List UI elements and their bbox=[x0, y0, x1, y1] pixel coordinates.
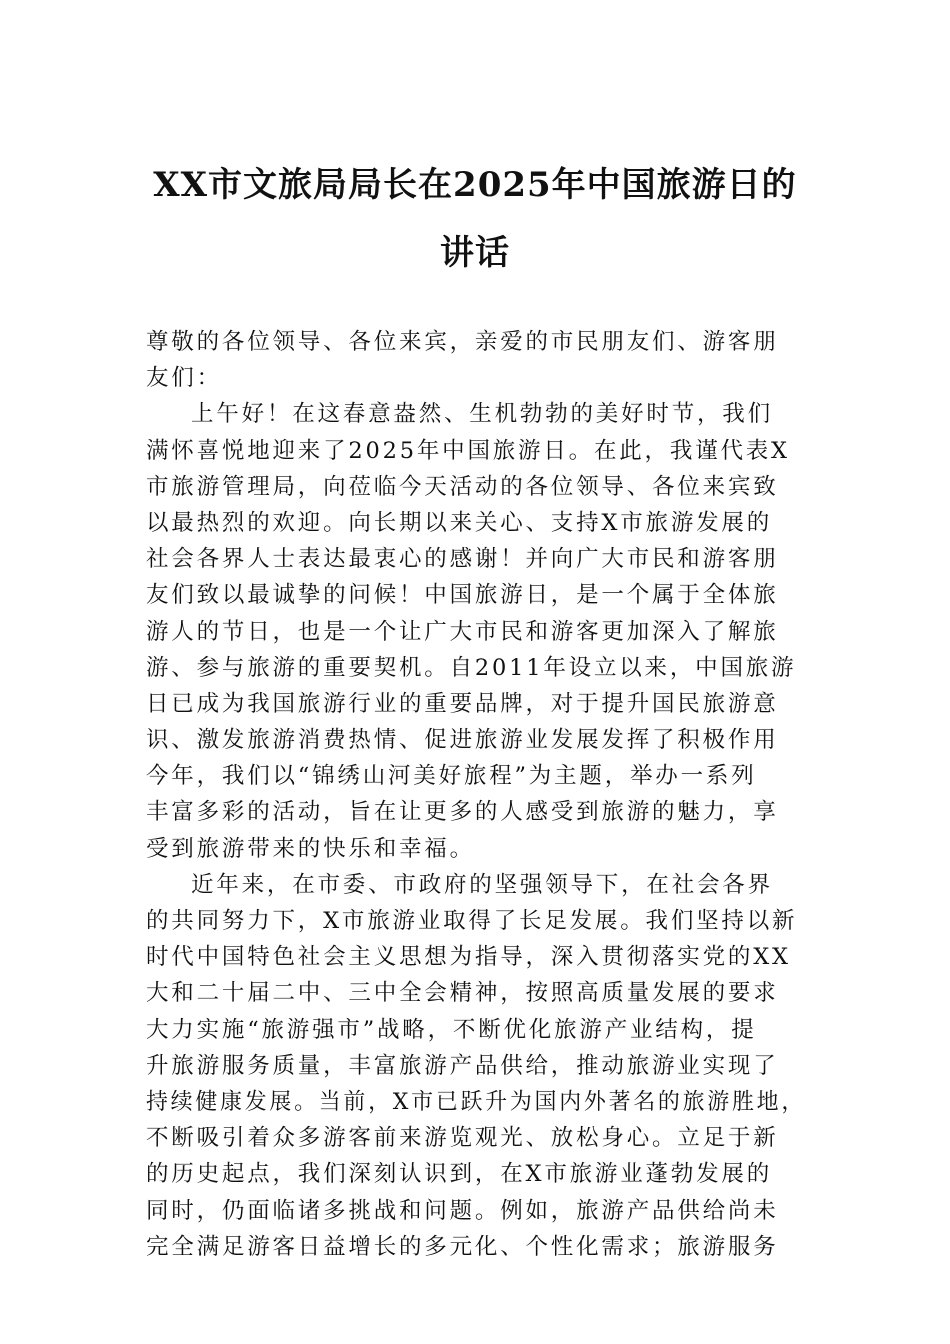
body-line: 游、参与旅游的重要契机。自2011年设立以来，中国旅游 bbox=[146, 654, 797, 681]
body-line: 大力实施“旅游强市”战略，不断优化旅游产业结构，提 bbox=[146, 1016, 757, 1043]
document-title-line-2: 讲话 bbox=[440, 233, 510, 273]
body-line: 时代中国特色社会主义思想为指导，深入贯彻落实党的XX bbox=[146, 944, 791, 971]
body-line: 尊敬的各位领导、各位来宾，亲爱的市民朋友们、游客朋 bbox=[146, 329, 779, 355]
body-line: 不断吸引着众多游客前来游览观光、放松身心。立足于新 bbox=[146, 1125, 779, 1152]
body-line: 市旅游管理局，向莅临今天活动的各位领导、各位来宾致 bbox=[146, 473, 779, 500]
body-line: 日已成为我国旅游行业的重要品牌，对于提升国民旅游意 bbox=[146, 690, 779, 717]
body-line: 友们： bbox=[146, 365, 222, 392]
body-line: 持续健康发展。当前，X市已跃升为国内外著名的旅游胜地， bbox=[146, 1088, 806, 1115]
body-line: 以最热烈的欢迎。向长期以来关心、支持X市旅游发展的 bbox=[146, 509, 773, 536]
body-line: 近年来，在市委、市政府的坚强领导下，在社会各界 bbox=[191, 871, 773, 898]
body-line: 上午好！在这春意盎然、生机勃勃的美好时节，我们 bbox=[191, 401, 773, 428]
body-line: 大和二十届二中、三中全会精神，按照高质量发展的要求 bbox=[146, 980, 779, 1007]
document-body bbox=[146, 324, 806, 1265]
body-line: 的历史起点，我们深刻认识到，在X市旅游业蓬勃发展的 bbox=[146, 1161, 773, 1188]
document-title-line-1: XX市文旅局局长在2025年中国旅游日的 bbox=[153, 165, 797, 205]
body-line: 满怀喜悦地迎来了2025年中国旅游日。在此，我谨代表X bbox=[146, 437, 790, 464]
body-line: 识、激发旅游消费热情、促进旅游业发展发挥了积极作用 bbox=[146, 727, 779, 754]
body-line: 受到旅游带来的快乐和幸福。 bbox=[146, 835, 475, 862]
body-line: 丰富多彩的活动，旨在让更多的人感受到旅游的魅力，享 bbox=[146, 799, 779, 826]
body-line: 今年，我们以“锦绣山河美好旅程”为主题，举办一系列 bbox=[146, 763, 757, 790]
body-line: 友们致以最诚挚的问候！中国旅游日，是一个属于全体旅 bbox=[146, 582, 779, 609]
body-line: 升旅游服务质量，丰富旅游产品供给，推动旅游业实现了 bbox=[146, 1052, 779, 1079]
body-line: 完全满足游客日益增长的多元化、个性化需求；旅游服务 bbox=[146, 1233, 779, 1260]
body-line: 同时，仍面临诸多挑战和问题。例如，旅游产品供给尚未 bbox=[146, 1197, 779, 1224]
body-line: 社会各界人士表达最衷心的感谢！并向广大市民和游客朋 bbox=[146, 546, 779, 573]
body-line: 的共同努力下，X市旅游业取得了长足发展。我们坚持以新 bbox=[146, 908, 798, 934]
body-line: 游人的节日，也是一个让广大市民和游客更加深入了解旅 bbox=[146, 618, 779, 645]
